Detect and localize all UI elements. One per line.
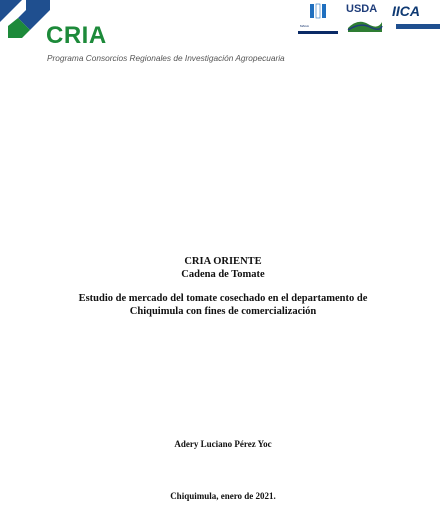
cover-title-block [0, 256, 446, 281]
iica-bar [396, 24, 440, 29]
maga-logo [296, 2, 340, 36]
maga-emblem-icon [296, 2, 340, 24]
cria-logo [0, 0, 300, 70]
study-title-line-1: Estudio de mercado del tomate cosechado en el departamento de [78, 293, 368, 304]
maga-label: MAGA [300, 24, 309, 28]
cria-logo-mark-icon [0, 0, 50, 38]
iica-logo [390, 2, 442, 36]
cria-brand-name: CRIA [46, 22, 107, 49]
chain-title: Cadena de Tomate [181, 268, 265, 280]
partner-logos [296, 0, 442, 36]
usda-landscape-icon [346, 2, 384, 36]
program-name: Programa Consorcios Regionales de Investigación Agropecuaria [47, 53, 285, 63]
study-title-line-2: Chiquimula con fines de comercialización [129, 305, 317, 317]
usda-logo [346, 2, 384, 36]
iica-label: IICA [392, 3, 420, 19]
author-name: Adery Luciano Pérez Yoc [174, 439, 272, 449]
maga-bar [298, 31, 338, 34]
study-title [0, 293, 446, 318]
usda-label: USDA [346, 3, 378, 15]
region-title: CRIA ORIENTE [184, 256, 262, 267]
place-and-date: Chiquimula, enero de 2021. [170, 491, 276, 501]
